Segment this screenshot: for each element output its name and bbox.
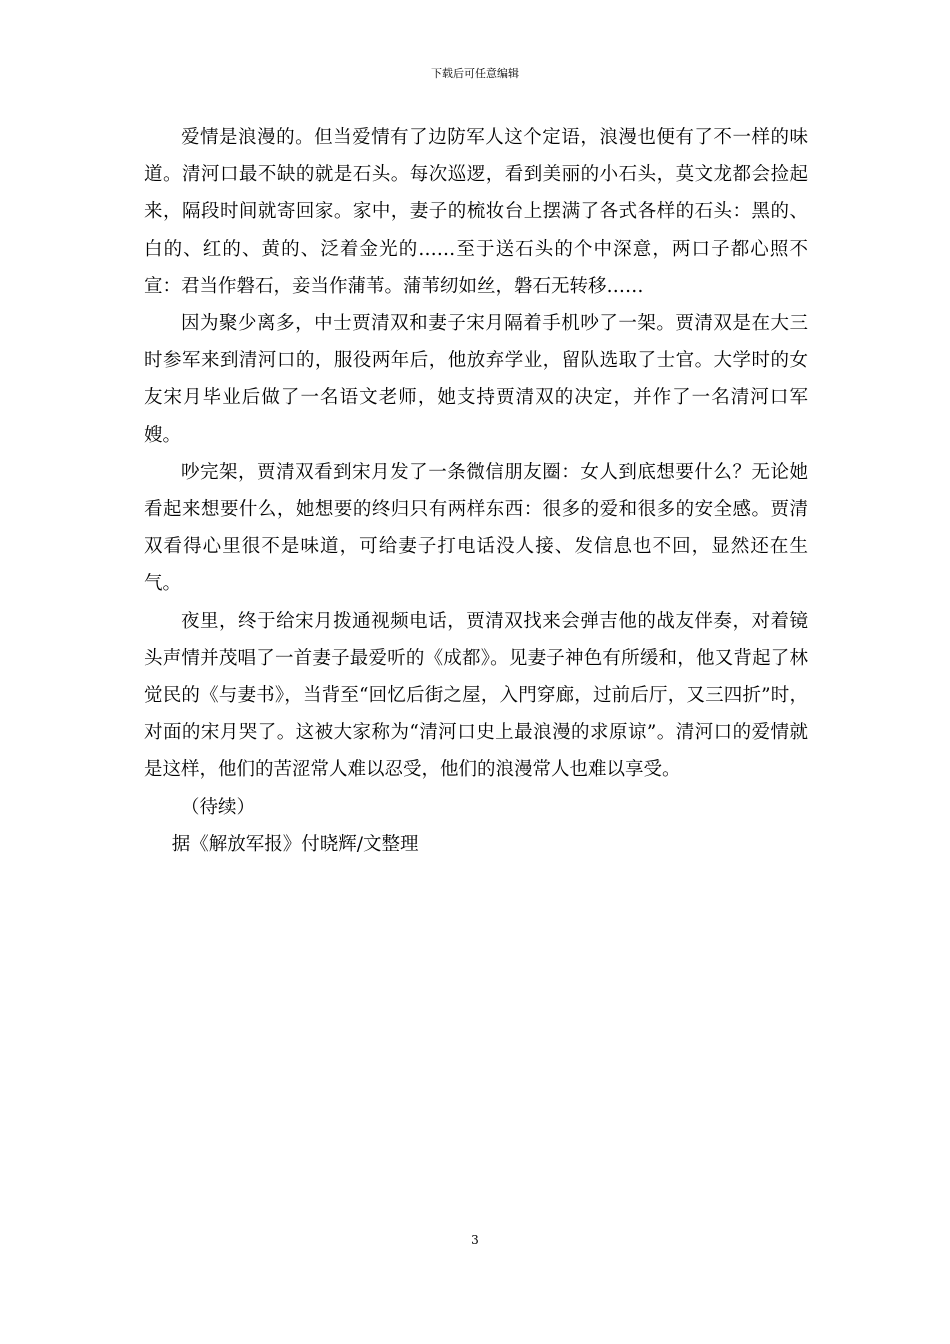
page-header: 下载后可任意编辑 <box>431 67 519 80</box>
paragraph-wechat: 吵完架，贾清双看到宋月发了一条微信朋友圈：女人到底想要什么？无论她看起来想要什么，她想要的终归只有两样东西：很多的爱和很多的安全感。贾清双看得心里很不是味道，可给妻子打电话没人接、发信息也不回，显然还在生气。 <box>144 461 808 595</box>
article-body <box>144 119 808 863</box>
byline: 据《解放军报》付晓辉/文整理 <box>171 833 419 855</box>
paragraph-quarrel: 因为聚少离多，中士贾清双和妻子宋月隔着手机吵了一架。贾清双是在大三时参军来到清河口的，服役两年后，他放弃学业，留队选取了士官。大学时的女友宋月毕业后做了一名语文老师，她支持贾清双的决定，并作了一名清河口军嫂。 <box>144 313 808 446</box>
paragraph-stones: 爱情是浪漫的。但当爱情有了边防军人这个定语，浪漫也便有了不一样的味道。清河口最不缺的就是石头。每次巡逻，看到美丽的小石头，莫文龙都会捡起来，隔段时间就寄回家。家中，妻子的梳妆台上摆满了各式各样的石头：黑的、白的、红的、黄的、泛着金光的……至于送石头的个中深意，两口子都心照不宣：君当作磐石，妾当作蒲苇。蒲苇纫如丝，磐石无转移…… <box>144 127 808 297</box>
page-number: 3 <box>471 1233 479 1247</box>
paragraph-video-call: 夜里，终于给宋月拨通视频电话，贾清双找来会弹吉他的战友伴奏，对着镜头声情并茂唱了一首妻子最爱听的《成都》。见妻子神色有所缓和，他又背起了林觉民的《与妻书》，当背至“回忆后街之屋，入門穿廊，过前后厅，又三四折”时，对面的宋月哭了。这被大家称为“清河口史上最浪漫的求原谅”。清河口的爱情就是这样，他们的苦涩常人难以忍受，他们的浪漫常人也难以享受。 <box>144 610 808 781</box>
to-be-continued: （待续） <box>181 796 256 818</box>
